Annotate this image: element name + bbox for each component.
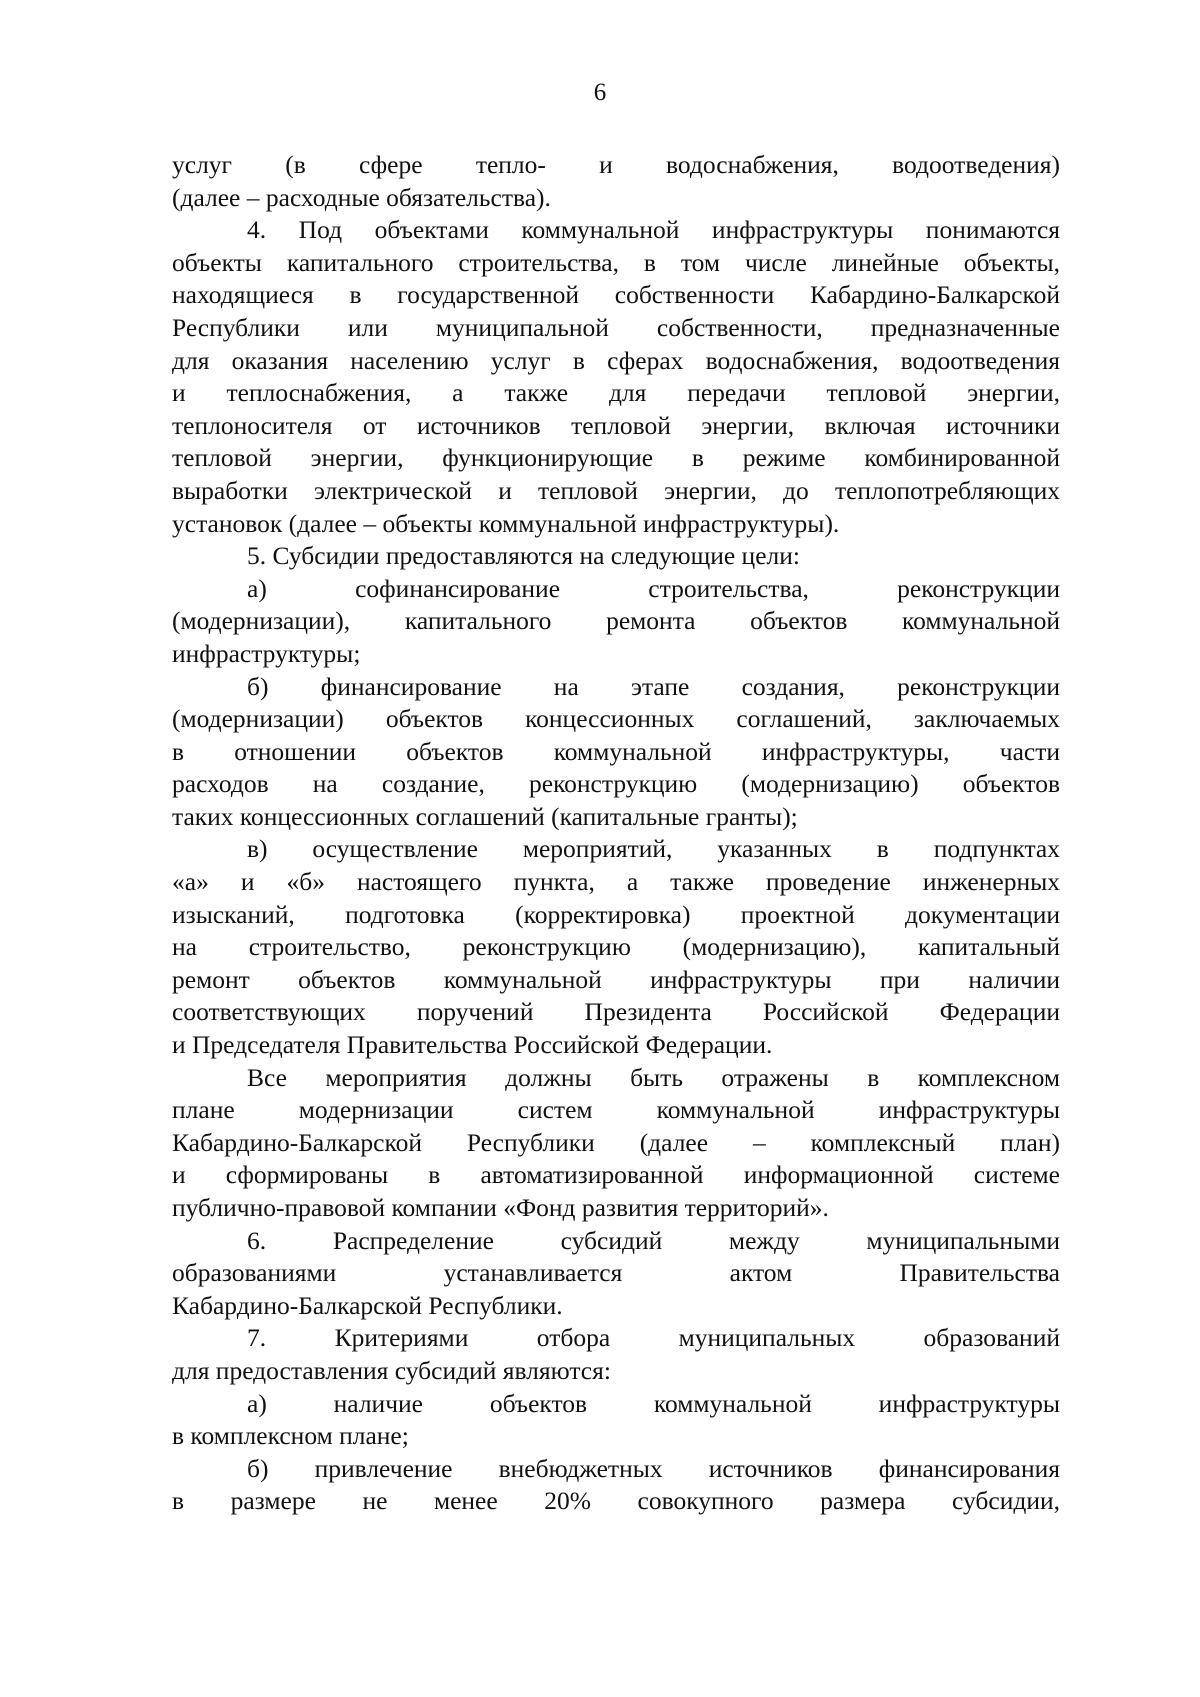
text-line: 6. Распределение субсидий между муниципальными [247,1225,1060,1255]
text-line: 5. Субсидии предоставляются на следующие цели: [247,541,800,571]
text-line: для предоставления субсидий являются: [172,1355,611,1385]
text-line: (далее – расходные обязательства). [172,182,551,212]
text-line: и Председателя Правительства Российской Федерации. [172,1030,773,1060]
text-line: Все мероприятия должны быть отражены в комплексном [247,1062,1060,1092]
text-line: и сформированы в автоматизированной информационной системе [172,1160,1060,1190]
text-line: 4. Под объектами коммунальной инфраструктуры понимаются [247,215,1060,245]
text-line: соответствующих поручений Президента Российской Федерации [172,997,1060,1027]
text-line: теплоносителя от источников тепловой энергии, включая источники [172,410,1060,440]
text-line: образованиями устанавливается актом Правительства [172,1258,1060,1288]
text-line: на строительство, реконструкцию (модернизацию), капитальный [172,932,1060,962]
text-line: 7. Критериями отбора муниципальных образований [247,1323,1060,1353]
text-line: б) привлечение внебюджетных источников финансирования [247,1453,1060,1483]
text-line: в размере не менее 20% совокупного размера субсидии, [172,1486,1060,1516]
text-line: в отношении объектов коммунальной инфраструктуры, части [172,736,1060,766]
text-line: для оказания населению услуг в сферах водоснабжения, водоотведения [172,345,1060,375]
text-line: тепловой энергии, функционирующие в режиме комбинированной [172,443,1060,473]
text-line: находящиеся в государственной собственности Кабардино-Балкарской [172,280,1060,310]
text-line: Кабардино-Балкарской Республики. [172,1290,563,1320]
text-line: таких концессионных соглашений (капитальные гранты); [172,801,798,831]
text-line: в) осуществление мероприятий, указанных в подпунктах [247,834,1060,864]
text-line: ремонт объектов коммунальной инфраструктуры при наличии [172,964,1060,994]
document-body [172,149,1060,1518]
text-line: в комплексном плане; [172,1421,409,1451]
text-line: расходов на создание, реконструкцию (модернизацию) объектов [172,769,1060,799]
text-line: установок (далее – объекты коммунальной инфраструктуры). [172,508,840,538]
text-line: услуг (в сфере тепло- и водоснабжения, водоотведения) [172,150,1060,179]
text-line: выработки электрической и тепловой энергии, до теплопотребляющих [172,475,1060,505]
text-line: (модернизации), капитального ремонта объектов коммунальной [172,606,1060,636]
text-line: а) наличие объектов коммунальной инфраструктуры [247,1388,1060,1418]
text-line: «а» и «б» настоящего пункта, а также проведение инженерных [172,867,1060,897]
text-line: изысканий, подготовка (корректировка) проектной документации [172,899,1060,929]
text-line: и теплоснабжения, а также для передачи тепловой энергии, [172,378,1060,408]
text-line: плане модернизации систем коммунальной инфраструктуры [172,1095,1060,1125]
text-line: Республики или муниципальной собственности, предназначенные [172,312,1060,342]
text-line: публично-правовой компании «Фонд развития территорий». [172,1193,829,1222]
text-line: инфраструктуры; [172,638,361,668]
text-line: Кабардино-Балкарской Республики (далее – комплексный план) [172,1127,1060,1157]
text-line: объекты капитального строительства, в том числе линейные объекты, [172,247,1060,277]
text-line: б) финансирование на этапе создания, реконструкции [247,671,1060,701]
page-number: 6 [593,79,607,106]
text-line: (модернизации) объектов концессионных соглашений, заключаемых [172,704,1060,734]
text-line: а) софинансирование строительства, реконструкции [247,573,1060,603]
